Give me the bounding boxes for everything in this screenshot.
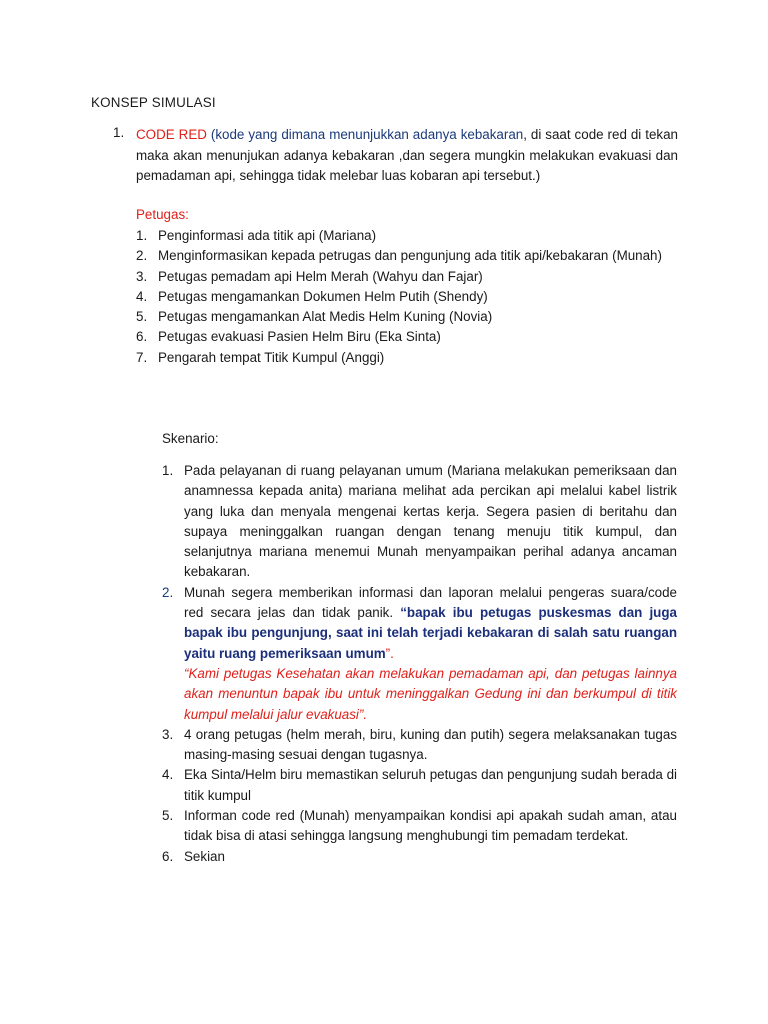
list-text: Pada pelayanan di ruang pelayanan umum (Mariana melakukan pemeriksaan dan anamnessa kepada anita) mariana melihat ada percikan api melalui kabel listrik yang luka dan menyala mengenai kertas kerja. Segera pasien di beritahu dan supaya meninggalkan ruangan dengan tenang menuju titik kumpul, dan selanjutnya mariana menemui Munah menyampaikan perihal adanya ancaman kebakaran.: [184, 463, 677, 580]
list-text: Munah segera memberikan informasi dan laporan melalui pengeras suara/code red secara jelas dan tidak panik.: [184, 584, 677, 621]
list-item: [162, 765, 677, 806]
list-text: Petugas evakuasi Pasien Helm Biru (Eka Sinta): [158, 329, 441, 345]
list-number: 6.: [162, 848, 174, 864]
list-item: [136, 246, 677, 266]
list-item: [162, 461, 677, 583]
list-item: [136, 267, 677, 287]
list-number: 5.: [162, 808, 174, 824]
list-item: [136, 327, 677, 347]
list-item: [162, 806, 677, 847]
list-item: [136, 287, 677, 307]
code-red-paragraph: [136, 125, 678, 187]
list-item: [162, 847, 677, 867]
code-red-label: CODE RED: [136, 127, 207, 142]
list-text: Eka Sinta/Helm biru memastikan seluruh petugas dan pengunjung sudah berada di titik kumpul: [184, 767, 677, 803]
list-number: 6.: [136, 329, 148, 345]
list-number: 3.: [162, 726, 174, 742]
list-text: Menginformasikan kepada petrugas dan pengunjung ada titik api/kebakaran (Munah): [158, 248, 662, 264]
list-text: Petugas pemadam api Helm Merah (Wahyu dan Fajar): [158, 268, 483, 284]
list-text: Sekian: [184, 848, 225, 864]
list-item: [136, 348, 677, 368]
petugas-heading: Petugas:: [136, 207, 189, 222]
list-item: [162, 583, 677, 725]
list-number: 3.: [136, 268, 148, 284]
list-text: Informan code red (Munah) menyampaikan kondisi api apakah sudah aman, atau tidak bisa di atasi sehingga langsung menghubungi tim pemadam terdekat.: [184, 808, 677, 844]
code-red-definition: (kode yang dimana menunjukkan adanya kebakaran: [206, 127, 524, 142]
skenario-list: [162, 461, 677, 867]
list-number: 7.: [136, 349, 148, 365]
list-number: 2.: [136, 248, 148, 264]
list-text: Petugas mengamankan Dokumen Helm Putih (Shendy): [158, 288, 488, 304]
code-red-item: [113, 125, 678, 187]
announcement-quote-end: ”.: [385, 645, 394, 661]
list-text: Petugas mengamankan Alat Medis Helm Kuning (Novia): [158, 309, 493, 325]
list-number: 5.: [136, 309, 148, 325]
list-text: Pengarah tempat Titik Kumpul (Anggi): [158, 349, 385, 365]
list-text: 4 orang petugas (helm merah, biru, kuning dan putih) segera melaksanakan tugas masing-masing sesuai dengan tugasnya.: [184, 726, 677, 763]
skenario-heading: Skenario:: [162, 431, 219, 446]
doc-title: KONSEP SIMULASI: [91, 95, 216, 110]
list-text: Penginformasi ada titik api (Mariana): [158, 228, 377, 243]
list-item: [162, 725, 677, 766]
list-number: 4.: [162, 767, 174, 783]
petugas-list: [136, 226, 677, 368]
list-number: 2.: [162, 584, 174, 600]
list-number: 4.: [136, 288, 148, 304]
list-item: [136, 307, 677, 327]
list-item: [136, 226, 677, 246]
announcement-quote: “bapak ibu petugas puskesmas dan juga bapak ibu pengunjung, saat ini telah terjadi kebakaran di salah satu ruangan yaitu ruang pemeriksaan umum: [184, 605, 677, 661]
list-number: 1.: [136, 228, 148, 243]
list-number: 1.: [162, 463, 174, 478]
code-red-description: , di saat code red di tekan maka akan menunjukan adanya kebakaran ,dan segera mungkin melakukan evakuasi dan pemadaman api, sehingga tidak melebar luas kobaran api tersebut.): [136, 127, 678, 183]
item-number: 1.: [113, 125, 125, 140]
staff-quote: “Kami petugas Kesehatan akan melakukan pemadaman api, dan petugas lainnya akan menuntun bapak ibu untuk meninggalkan Gedung ini dan berkumpul di titik kumpul melalui jalur evakuasi”.: [184, 665, 677, 722]
